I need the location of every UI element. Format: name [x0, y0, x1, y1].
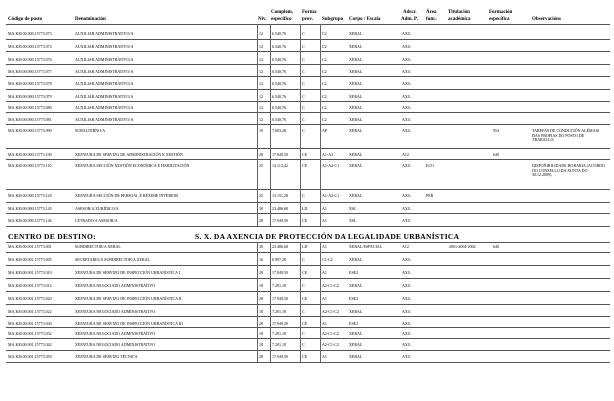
cell-comp: 7.201,18: [272, 331, 286, 336]
cell-sub: C2: [322, 69, 327, 74]
cell-sub: C2: [322, 57, 327, 62]
cell-sub: AP: [322, 128, 328, 133]
cell-niv: 12: [259, 81, 263, 86]
center-label: CENTRO DE DESTINO:: [8, 232, 96, 241]
cell-niv: 28: [259, 270, 263, 275]
cell-sub: A1-A2: [322, 152, 334, 157]
cell-comp: 6.540,76: [272, 94, 286, 99]
cell-adscr: AXG: [402, 128, 411, 133]
cell-code: MA.KI0.00.001.15773.012: [8, 283, 52, 288]
cell-adscr: AXG: [402, 117, 411, 122]
cell-comp: 6.540,76: [272, 44, 286, 49]
cell-name: XEFATURA DE SERVIZO DE INSPECCIÓN URBANÍSTICA II: [75, 296, 182, 301]
header-corpo: Corpo / Escala: [349, 17, 381, 22]
cell-corpo: XERAL: [349, 31, 363, 36]
cell-adscr: AXG: [402, 193, 411, 198]
cell-niv: 25: [259, 163, 263, 168]
header-formacion-1: Formación: [489, 10, 513, 15]
cell-niv: 12: [259, 117, 263, 122]
cell-code: MA.KI0.00.001.15773.050: [8, 354, 52, 359]
header-denominacion: Denominación: [75, 17, 106, 22]
column-rule: [257, 24, 258, 226]
cell-adscr: AXG: [402, 105, 411, 110]
cell-code: MA.KI0.00.000.15773.074: [8, 44, 52, 49]
cell-name: XEFATURA SECCIÓN DE PERSOAL E RÉXIME INTERIOR: [75, 193, 178, 198]
header-complemento-2: específico: [271, 17, 292, 22]
cell-corpo: XSL: [349, 206, 357, 211]
row-separator: [6, 124, 610, 125]
cell-niv: 12: [259, 94, 263, 99]
cell-forma: C: [302, 309, 305, 314]
cell-sub: C2: [322, 31, 327, 36]
cell-sub: A2-C1-C2: [322, 283, 339, 288]
cell-name: AUXILIAR ADMINISTRATIVO/A: [75, 57, 134, 62]
cell-comp: 17.949,50: [272, 218, 288, 223]
cell-forma: CE: [302, 296, 308, 301]
cell-comp: 6.540,76: [272, 69, 286, 74]
cell-name: XEFATURA NEGOCIADO ADMINISTRATIVO: [75, 309, 156, 314]
cell-code: MA.KI0.00.000.15773.079: [8, 94, 52, 99]
row-separator: [6, 338, 610, 339]
cell-adscr: AXG: [402, 163, 411, 168]
cell-sub: A1: [322, 244, 327, 249]
column-rule: [300, 242, 301, 362]
cell-corpo: ESE2: [349, 321, 359, 326]
cell-sub: C1-C2: [322, 257, 333, 262]
cell-adscr: AXG: [402, 31, 411, 36]
cell-sub: A2-C1-C2: [322, 309, 339, 314]
row-separator: [6, 112, 610, 113]
cell-forma: CE: [302, 321, 308, 326]
cell-name: SUBDIRECTOR/A XERAL: [75, 244, 121, 249]
cell-comp: 17.949,50: [272, 270, 288, 275]
cell-comp: 17.949,50: [272, 296, 288, 301]
cell-corpo: XERAL: [349, 57, 363, 62]
cell-comp: 17.949,50: [272, 321, 288, 326]
cell-name: XEFATURA DE SERVIZO DE ADMINISTRACIÓN E XESTIÓN: [75, 152, 183, 157]
cell-niv: 28: [259, 354, 263, 359]
cell-code: MA.KI0.00.001.15773.042: [8, 342, 52, 347]
cell-obs: DISPOÑIBILIDADE HORARIA (ACORDO DO CONSELLO DA XUNTA DO 30.12.2009).: [532, 163, 605, 178]
cell-name: AUXILIAR ADMINISTRATIVO/A: [75, 81, 134, 86]
cell-adscr: AXG: [402, 270, 411, 275]
row-separator: [6, 76, 610, 77]
header-area-2: func.: [426, 17, 437, 22]
cell-code: MA.KI0.00.000.15773.077: [8, 69, 52, 74]
cell-niv: 28: [259, 152, 263, 157]
cell-code: MA.KI0.00.000.15773.078: [8, 81, 52, 86]
cell-name: SUBALTERNO/A: [75, 128, 106, 133]
cell-name: XEFATURA SECCIÓN XESTIÓN ECONÓMICA E HABILITACIÓN: [75, 163, 190, 168]
cell-code: MA.KI0.00.001.15773.032: [8, 331, 52, 336]
cell-name: XEFATURA NEGOCIADO ADMINISTRATIVO: [75, 331, 156, 336]
cell-adscr: AXG: [402, 257, 411, 262]
cell-name: XEFATURA DE SERVIZO DE INSPECCIÓN URBANÍSTICA III: [75, 321, 183, 326]
cell-sub: C2: [322, 94, 327, 99]
cell-form: 640: [493, 152, 499, 157]
cell-sub: A2-C1-C2: [322, 331, 339, 336]
cell-forma: C: [302, 94, 305, 99]
cell-sub: A1-A2-C1: [322, 163, 340, 168]
cell-code: MA.KI0.00.000.15773.073: [8, 31, 52, 36]
cell-code: MA.KI0.00.000.15773.100: [8, 152, 52, 157]
header-subgrupo: Subgrupo: [322, 17, 344, 22]
cell-comp: 13.151,28: [272, 193, 288, 198]
cell-sub: A1-A2-C1: [322, 193, 340, 198]
row-separator: [6, 51, 610, 52]
cell-corpo: XERAL: [349, 94, 363, 99]
cell-comp: 6.540,76: [272, 31, 286, 36]
center-title: S. X. DA AXENCIA DE PROTECCIÓN DA LEGALIDADE URBANÍSTICA: [195, 232, 460, 241]
row-separator: [6, 327, 610, 328]
cell-niv: 25: [259, 193, 263, 198]
cell-corpo: XERAL: [349, 105, 363, 110]
cell-comp: 7.003,28: [272, 128, 286, 133]
cell-corpo: XERAL: [349, 163, 363, 168]
cell-forma: C: [302, 283, 305, 288]
cell-forma: C: [302, 31, 305, 36]
cell-comp: 7.201,18: [272, 342, 286, 347]
cell-comp: 23.486,68: [272, 244, 288, 249]
column-rule: [320, 24, 321, 226]
cell-comp: 7.201,18: [272, 309, 286, 314]
cell-name: AUXILIAR ADMINISTRATIVO/A: [75, 94, 134, 99]
row-separator: [6, 226, 610, 227]
cell-name: XEFATURA NEGOCIADO ADMINISTRATIVO: [75, 342, 156, 347]
row-separator: [6, 316, 610, 317]
cell-niv: 28: [259, 218, 263, 223]
cell-code: MA.KI0.00.000.15773.090: [8, 128, 52, 133]
header-forma-1: Forma: [302, 10, 317, 15]
cell-name: LETRADO/A ASESOR/A: [75, 218, 118, 223]
cell-code: MA.KI0.00.001.15773.005: [8, 257, 52, 262]
cell-forma: CE: [302, 152, 308, 157]
header-codigo: Código de posto: [8, 17, 43, 22]
header-titulacion-2: académica: [448, 17, 471, 22]
cell-forma: C: [302, 69, 305, 74]
cell-forma: C: [302, 193, 305, 198]
cell-comp: 7.201,18: [272, 283, 286, 288]
cell-forma: CE: [302, 270, 308, 275]
header-adscr-2: Adm. P.: [401, 17, 418, 22]
cell-forma: C: [302, 257, 305, 262]
cell-niv: 28: [259, 321, 263, 326]
row-separator: [6, 24, 610, 25]
cell-forma: C: [302, 117, 305, 122]
cell-name: AUXILIAR ADMINISTRATIVO/A: [75, 117, 134, 122]
cell-comp: 17.949,50: [272, 354, 288, 359]
cell-niv: 12: [259, 57, 263, 62]
row-separator: [6, 242, 610, 243]
cell-corpo: XERAL: [349, 44, 363, 49]
cell-name: XEFATURA DE SERVIZO TÉCNICA: [75, 354, 138, 359]
cell-forma: CE: [302, 354, 308, 359]
cell-name: AUXILIAR ADMINISTRATIVO/A: [75, 31, 134, 36]
cell-corpo: XERAL: [349, 354, 363, 359]
row-separator: [6, 202, 610, 203]
cell-corpo: XERAL: [349, 69, 363, 74]
cell-sub: A1: [322, 354, 327, 359]
cell-form: 640: [493, 244, 499, 249]
cell-sub: C2: [322, 81, 327, 86]
cell-adscr: AXG: [402, 57, 411, 62]
column-rule: [300, 24, 301, 226]
cell-adscr: AXG: [402, 331, 411, 336]
cell-forma: C: [302, 331, 305, 336]
cell-comp: 6.540,76: [272, 57, 286, 62]
header-formacion-2: específica: [489, 17, 510, 22]
cell-code: MA.KI0.00.001.15773.001: [8, 244, 52, 249]
cell-niv: 12: [259, 69, 263, 74]
cell-sub: A1: [322, 321, 327, 326]
cell-corpo: XERAL: [349, 331, 363, 336]
cell-adscr: AXG: [402, 94, 411, 99]
cell-corpo: XERAL/ESPECIAL: [349, 244, 383, 249]
cell-adscr: AXG: [402, 354, 411, 359]
cell-adscr: A12: [402, 152, 409, 157]
cell-niv: 12: [259, 31, 263, 36]
column-rule: [270, 24, 271, 226]
column-rule: [257, 242, 258, 362]
cell-name: AUXILIAR ADMINISTRATIVO/A: [75, 69, 134, 74]
row-separator: [6, 278, 610, 279]
cell-corpo: XERAL: [349, 342, 363, 347]
column-rule: [270, 242, 271, 362]
cell-forma: C: [302, 81, 305, 86]
cell-adscr: AXG: [402, 206, 411, 211]
cell-forma: CE: [302, 163, 308, 168]
row-separator: [6, 362, 610, 363]
cell-name: SECRETARIO/A SUBDIRECTOR/A XERAL: [75, 257, 150, 262]
row-separator: [6, 148, 610, 149]
cell-corpo: XERAL: [349, 81, 363, 86]
cell-corpo: XERAL: [349, 283, 363, 288]
cell-adscr: AXG: [402, 44, 411, 49]
row-separator: [6, 304, 610, 305]
cell-code: MA.KI0.00.000.15773.081: [8, 117, 52, 122]
cell-corpo: XSL: [349, 218, 357, 223]
cell-code: MA.KI0.00.000.15773.145: [8, 206, 52, 211]
cell-niv: 12: [259, 105, 263, 110]
cell-forma: LD: [302, 244, 308, 249]
cell-sub: A1: [322, 296, 327, 301]
cell-adscr: AXG: [402, 309, 411, 314]
cell-niv: 30: [259, 206, 263, 211]
cell-form: 954: [493, 128, 499, 133]
cell-code: MA.KI0.00.000.15773.080: [8, 105, 52, 110]
cell-forma: C: [302, 105, 305, 110]
cell-forma: CE: [302, 218, 308, 223]
cell-corpo: XERAL: [349, 309, 363, 314]
cell-comp: 23.486,68: [272, 206, 288, 211]
cell-code: MA.KI0.00.000.15773.120: [8, 193, 52, 198]
cell-area: PER: [426, 193, 434, 198]
row-separator: [6, 89, 610, 90]
cell-niv: 18: [259, 331, 263, 336]
row-separator: [6, 252, 610, 253]
cell-adscr: AXG: [402, 81, 411, 86]
cell-sub: C2: [322, 117, 327, 122]
cell-code: MA.KI0.00.001.15773.022: [8, 309, 52, 314]
cell-comp: 6.540,76: [272, 81, 286, 86]
cell-niv: 28: [259, 296, 263, 301]
column-rule: [320, 242, 321, 362]
cell-corpo: XERAL: [349, 152, 363, 157]
cell-adscr: AXG: [402, 321, 411, 326]
cell-sub: A1: [322, 218, 327, 223]
cell-adscr: AXG: [402, 342, 411, 347]
row-separator: [6, 265, 610, 266]
cell-comp: 14.113,42: [272, 163, 288, 168]
cell-forma: LD: [302, 206, 308, 211]
cell-adscr: AXG: [402, 69, 411, 74]
cell-code: MA.KI0.00.001.15773.020: [8, 296, 52, 301]
cell-code: MA.KI0.00.001.15773.030: [8, 321, 52, 326]
row-separator: [6, 39, 610, 40]
cell-niv: 12: [259, 44, 263, 49]
header-titulacion-1: Titulación: [448, 10, 470, 15]
cell-forma: C: [302, 342, 305, 347]
cell-forma: C: [302, 128, 305, 133]
cell-niv: 18: [259, 283, 263, 288]
row-separator: [6, 189, 610, 190]
cell-niv: 30: [259, 244, 263, 249]
cell-comp: 6.540,76: [272, 105, 286, 110]
cell-adscr: A12: [402, 244, 409, 249]
row-separator: [6, 101, 610, 102]
row-separator: [6, 350, 610, 351]
cell-code: MA.KI0.00.000.15773.076: [8, 57, 52, 62]
header-nivel: Niv.: [258, 17, 267, 22]
cell-name: XEFATURA NEGOCIADO ADMINISTRATIVO: [75, 283, 156, 288]
cell-code: MA.KI0.00.001.15773.010: [8, 270, 52, 275]
cell-corpo: XERAL: [349, 193, 363, 198]
cell-obs: TAREFAS DE CONDUCIÓN ALÉMAIS DAS PROPIAS DO POSTO DE TRABALLO.: [532, 128, 600, 143]
cell-niv: 16: [259, 257, 263, 262]
row-separator: [6, 291, 610, 292]
cell-name: XEFATURA DE SERVIZO DE INSPECCIÓN URBANÍSTICA I: [75, 270, 181, 275]
cell-corpo: XERAL: [349, 128, 363, 133]
cell-niv: 18: [259, 309, 263, 314]
cell-comp: 6.997,28: [272, 257, 286, 262]
header-forma-2: prov.: [302, 17, 313, 22]
cell-sub: C2: [322, 105, 327, 110]
cell-corpo: ESE2: [349, 296, 359, 301]
cell-forma: C: [302, 57, 305, 62]
header-area-1: Área: [426, 10, 437, 15]
header-complemento-1: Complem.: [271, 10, 294, 15]
row-separator: [6, 64, 610, 65]
cell-tit: 2001-2004-2002: [449, 244, 476, 249]
header-adscr-1: Adscr.: [403, 10, 417, 15]
cell-corpo: XERAL: [349, 257, 363, 262]
cell-code: MA.KI0.00.000.15773.146: [8, 218, 52, 223]
cell-comp: 6.540,76: [272, 117, 286, 122]
cell-niv: 18: [259, 342, 263, 347]
cell-name: ASESOR/A XURÍDICO/A: [75, 206, 119, 211]
row-separator: [6, 159, 610, 160]
cell-sub: C2: [322, 44, 327, 49]
row-separator: [6, 213, 610, 214]
cell-code: MA.KI0.00.000.15773.110: [8, 163, 52, 168]
cell-adscr: AXG: [402, 283, 411, 288]
cell-corpo: XERAL: [349, 117, 363, 122]
cell-corpo: ESE2: [349, 270, 359, 275]
cell-name: AUXILIAR ADMINISTRATIVO/A: [75, 105, 134, 110]
cell-comp: 17.949,50: [272, 152, 288, 157]
cell-sub: A2-C1-C2: [322, 342, 339, 347]
cell-niv: 10: [259, 128, 263, 133]
cell-adscr: AXG: [402, 218, 411, 223]
cell-forma: C: [302, 44, 305, 49]
cell-name: AUXILIAR ADMINISTRATIVO/A: [75, 44, 134, 49]
cell-sub: A1: [322, 270, 327, 275]
cell-sub: A1: [322, 206, 327, 211]
cell-area: ECO: [426, 163, 434, 168]
header-observacions: Observacións: [532, 17, 561, 22]
cell-adscr: AXG: [402, 296, 411, 301]
